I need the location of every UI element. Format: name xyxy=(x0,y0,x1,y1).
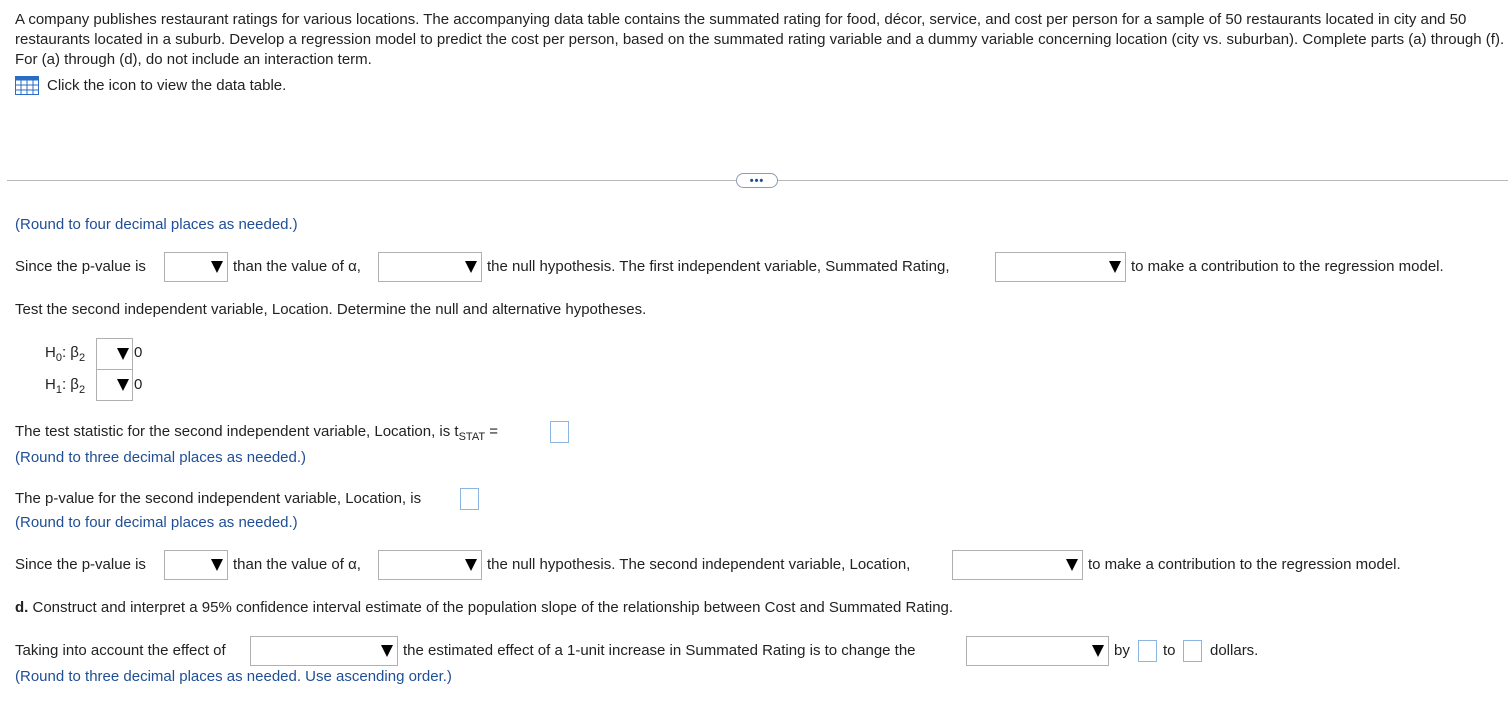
alt-hypothesis-label xyxy=(45,376,85,396)
pvalue-round-instruction: (Round to four decimal places as needed.) xyxy=(15,514,298,531)
dropdown-arrow-icon xyxy=(117,348,129,360)
pvalue-text: The p-value for the second independent variable, Location, is xyxy=(15,490,422,507)
problem-text: A company publishes restaurant ratings for various locations. The accompanying data table contains the summated rating for food, décor, service, and cost per person for a sample of 50 restaurants located in city and 50 restaurants located in a suburb. Develop a regression model to predict the cost per person, based on the summated rating variable and a dummy variable concerning location (city vs. suburban). Complete parts (a) through (f). For (a) through (d), do not include an interaction term. xyxy=(15,11,1505,68)
interval-text2: the estimated effect of a 1-unit increase in Summated Rating is to change the xyxy=(403,642,916,659)
interval-text5: dollars. xyxy=(1210,642,1259,659)
data-table-link[interactable] xyxy=(15,76,286,95)
h1-letter: H xyxy=(45,376,56,393)
dropdown-arrow-icon xyxy=(1092,645,1104,657)
interval-text1: Taking into account the effect of xyxy=(15,642,226,659)
h0-beta-subscript: 2 xyxy=(78,352,86,364)
round-instruction-four: (Round to four decimal places as needed.) xyxy=(15,216,298,233)
conclusion1-text1: Since the p-value is xyxy=(15,258,146,275)
conclusion2-text3: the null hypothesis. The second independent variable, Location, xyxy=(487,556,911,573)
interval-text4: to xyxy=(1163,642,1176,659)
interval-lower-input[interactable] xyxy=(1138,640,1157,662)
data-table-link-label[interactable]: Click the icon to view the data table. xyxy=(47,77,287,94)
tstat-label: The test statistic for the second independent variable, Location, is t xyxy=(15,423,459,440)
dropdown-arrow-icon xyxy=(1109,261,1121,273)
conclusion2-pvalue-compare-dropdown[interactable] xyxy=(164,550,228,580)
conclusion1-text2: than the value of α, xyxy=(233,258,361,275)
interval-change-target-dropdown[interactable] xyxy=(966,636,1109,666)
h0-beta: : β xyxy=(61,344,79,361)
conclusion2-contribution-dropdown[interactable] xyxy=(952,550,1083,580)
tstat-text xyxy=(15,423,498,443)
h0-subscript: 0 xyxy=(55,352,62,364)
expand-more-button[interactable] xyxy=(736,173,778,188)
interval-upper-input[interactable] xyxy=(1183,640,1202,662)
null-hypothesis-label xyxy=(45,344,85,364)
part-d-label: d. xyxy=(15,599,29,616)
part-d-question xyxy=(15,599,953,616)
conclusion1-text4: to make a contribution to the regression model. xyxy=(1131,258,1444,275)
dropdown-arrow-icon xyxy=(211,261,223,273)
dropdown-arrow-icon xyxy=(381,645,393,657)
conclusion2-text1: Since the p-value is xyxy=(15,556,146,573)
h1-subscript: 1 xyxy=(55,384,62,396)
dropdown-arrow-icon xyxy=(465,261,477,273)
null-hypothesis-operator-dropdown[interactable] xyxy=(96,338,133,370)
part-d-text: Construct and interpret a 95% confidence interval estimate of the population slope of the relationship between Cost and Summated Rating. xyxy=(28,599,954,616)
tstat-input[interactable] xyxy=(550,421,569,443)
h1-beta: : β xyxy=(61,376,79,393)
data-table-icon[interactable] xyxy=(15,76,39,95)
interval-round-instruction: (Round to three decimal places as needed. Use ascending order.) xyxy=(15,668,452,685)
conclusion1-pvalue-compare-dropdown[interactable] xyxy=(164,252,228,282)
conclusion1-reject-dropdown[interactable] xyxy=(378,252,482,282)
more-dots[interactable]: ••• xyxy=(749,174,765,187)
alt-hypothesis-value: 0 xyxy=(134,376,143,393)
tstat-subscript: STAT xyxy=(458,431,486,443)
interval-effect-of-dropdown[interactable] xyxy=(250,636,398,666)
dropdown-arrow-icon xyxy=(465,559,477,571)
pvalue-input[interactable] xyxy=(460,488,479,510)
h0-letter: H xyxy=(45,344,56,361)
dropdown-arrow-icon xyxy=(211,559,223,571)
conclusion1-text3: the null hypothesis. The first independent variable, Summated Rating, xyxy=(487,258,950,275)
conclusion2-text4: to make a contribution to the regression model. xyxy=(1088,556,1401,573)
dropdown-arrow-icon xyxy=(117,379,129,391)
test-second-variable-text: Test the second independent variable, Location. Determine the null and alternative hypotheses. xyxy=(15,301,647,318)
conclusion1-contribution-dropdown[interactable] xyxy=(995,252,1126,282)
h1-beta-subscript: 2 xyxy=(78,384,86,396)
alt-hypothesis-operator-dropdown[interactable] xyxy=(96,369,133,401)
tstat-round-instruction: (Round to three decimal places as needed.) xyxy=(15,449,307,466)
conclusion2-reject-dropdown[interactable] xyxy=(378,550,482,580)
null-hypothesis-value: 0 xyxy=(134,344,143,361)
interval-text3: by xyxy=(1114,642,1130,659)
problem-statement xyxy=(15,10,1505,70)
conclusion2-text2: than the value of α, xyxy=(233,556,361,573)
tstat-equals: = xyxy=(485,423,499,440)
dropdown-arrow-icon xyxy=(1066,559,1078,571)
